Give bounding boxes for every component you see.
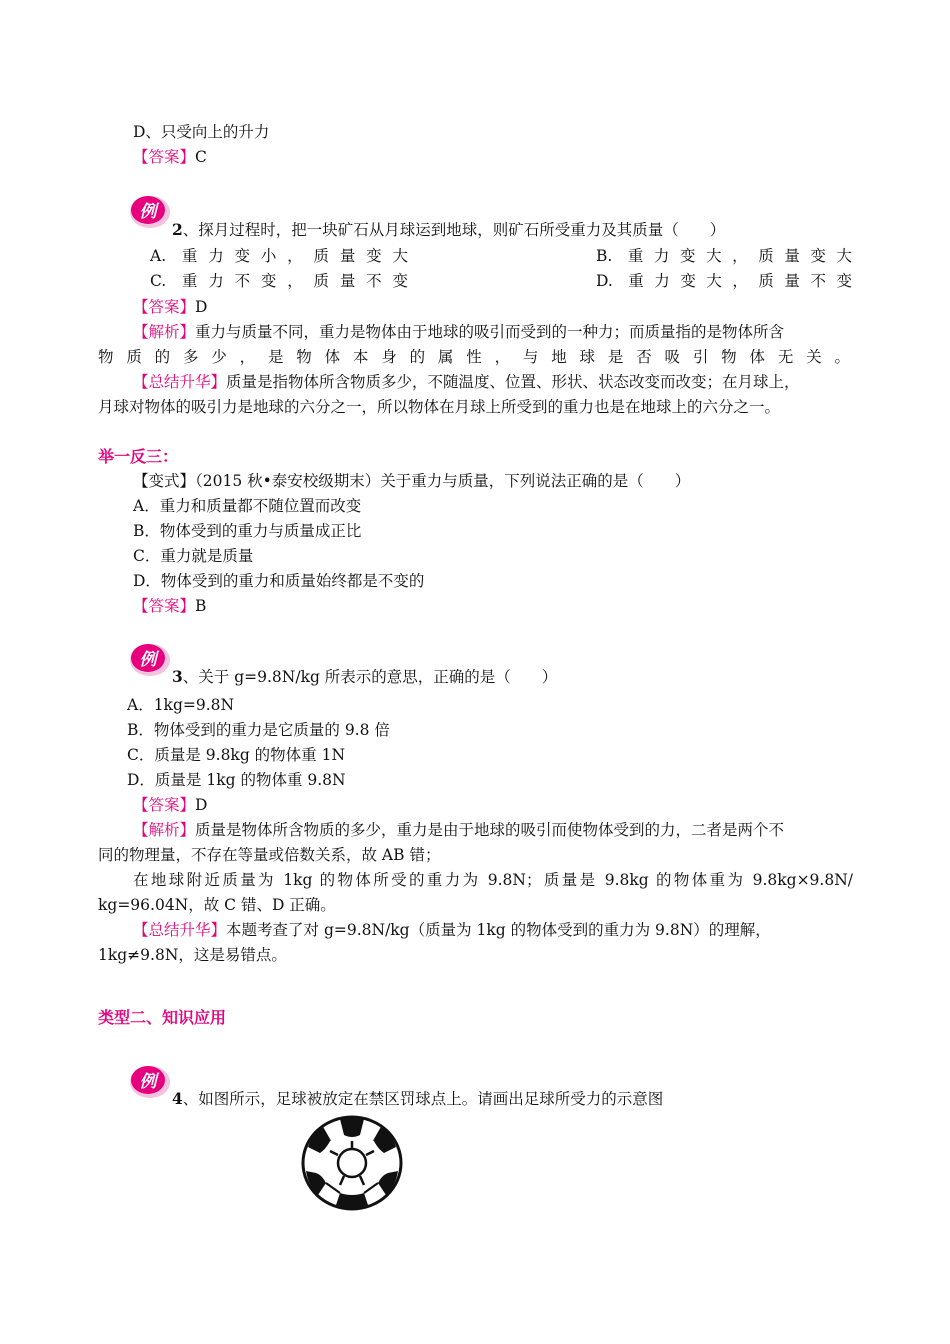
answer-tag: 【答案】 <box>133 148 196 166</box>
summary-tag: 【总结升华】 <box>133 921 227 939</box>
practice-option-c: C．重力就是质量 <box>133 547 254 565</box>
summary-text: 质量是指物体所含物质多少，不随温度、位置、形状、状态改变而改变；在月球上， <box>226 373 800 391</box>
example-badge-icon <box>128 1060 176 1100</box>
practice-question <box>133 469 690 491</box>
q3-number: 3 <box>172 667 183 686</box>
q2-summary-line2: 月球对物体的吸引力是地球的六分之一，所以物体在月球上所受到的重力也是在地球上的六分之一。 <box>98 398 781 416</box>
answer-tag: 【答案】 <box>133 597 196 615</box>
q3-option-b: B．物体受到的重力是它质量的 9.8 倍 <box>127 721 390 739</box>
q2-summary-line1 <box>133 370 800 392</box>
q3-analysis-line2: 同的物理量，不存在等量或倍数关系，故 AB 错； <box>98 846 441 864</box>
practice-option-a: A．重力和质量都不随位置而改变 <box>133 497 362 515</box>
analysis-text: 重力与质量不同，重力是物体由于地球的吸引而受到的一种力；而质量指的是物体所含 <box>195 323 785 341</box>
section2-heading: 类型二、知识应用 <box>98 1008 227 1027</box>
q3-analysis-line4: kg=96.04N，故 C 错、D 正确。 <box>98 896 336 914</box>
q1-option-d: D、只受向上的升力 <box>133 123 270 141</box>
q3-analysis-line3: 在地球附近质量为 1kg 的物体所受的重力为 9.8N；质量是 9.8kg 的物体重为 9.8kg×9.8N/ <box>133 871 853 889</box>
example-badge-icon <box>128 638 176 678</box>
q3-question-text: 、关于 g=9.8N/kg 所表示的意思，正确的是（ ） <box>182 668 558 686</box>
practice-question-text: （2015 秋•泰安校级期末）关于重力与质量，下列说法正确的是（ ） <box>195 472 691 490</box>
answer-value: D <box>195 796 208 814</box>
answer-tag: 【答案】 <box>133 298 196 316</box>
q3-option-a: A．1kg=9.8N <box>127 696 235 714</box>
q2-option-d: D. 重力变大，质量不变 <box>596 272 852 290</box>
q2-answer <box>133 295 207 317</box>
q3-question <box>172 665 557 687</box>
summary-text: 本题考查了对 g=9.8N/kg（质量为 1kg 的物体受到的重力为 9.8N）的理解， <box>226 921 771 939</box>
q3-summary-line2: 1kg≠9.8N，这是易错点。 <box>98 946 287 964</box>
answer-value: D <box>195 298 208 316</box>
example-badge-icon <box>128 190 176 230</box>
q3-option-d: D．质量是 1kg 的物体重 9.8N <box>127 771 346 789</box>
answer-value: B <box>195 597 207 615</box>
q2-option-c: C. 重力不变，质量不变 <box>150 272 408 290</box>
answer-value: C <box>195 148 207 166</box>
analysis-tag: 【解析】 <box>133 821 196 839</box>
q2-option-a: A. 重力变小，质量变大 <box>150 247 408 265</box>
practice-heading: 举一反三： <box>98 447 179 466</box>
q3-option-c: C．质量是 9.8kg 的物体重 1N <box>127 746 346 764</box>
q1-answer <box>133 145 207 167</box>
q3-summary-line1 <box>133 918 771 940</box>
analysis-text: 质量是物体所含物质的多少，重力是由于地球的吸引而使物体受到的力，二者是两个不 <box>195 821 785 839</box>
svg-text:例: 例 <box>139 1072 157 1092</box>
svg-text:例: 例 <box>139 650 157 670</box>
q2-option-b: B. 重力变大，质量变大 <box>596 247 852 265</box>
q4-number: 4 <box>172 1089 183 1108</box>
q3-analysis-line1 <box>133 818 784 840</box>
q2-number: 2 <box>172 220 183 239</box>
q2-analysis-line1 <box>133 320 784 342</box>
analysis-tag: 【解析】 <box>133 323 196 341</box>
q3-answer <box>133 793 207 815</box>
q2-question <box>172 218 725 240</box>
summary-tag: 【总结升华】 <box>133 373 227 391</box>
q4-question-text: 、如图所示，足球被放定在禁区罚球点上。请画出足球所受力的示意图 <box>182 1090 664 1108</box>
q2-question-text: 、探月过程时，把一块矿石从月球运到地球，则矿石所受重力及其质量（ ） <box>182 221 726 239</box>
svg-text:例: 例 <box>139 202 157 222</box>
q4-question <box>172 1087 663 1109</box>
q2-analysis-line2: 物质的多少，是物体本身的属性，与地球是否吸引物体无关。 <box>98 348 850 366</box>
practice-option-d: D．物体受到的重力和质量始终都是不变的 <box>133 572 425 590</box>
soccer-ball-icon <box>300 1113 404 1213</box>
practice-answer <box>133 594 206 616</box>
answer-tag: 【答案】 <box>133 796 196 814</box>
practice-option-b: B．物体受到的重力与质量成正比 <box>133 522 362 540</box>
variant-tag: 【变式】 <box>133 472 196 490</box>
